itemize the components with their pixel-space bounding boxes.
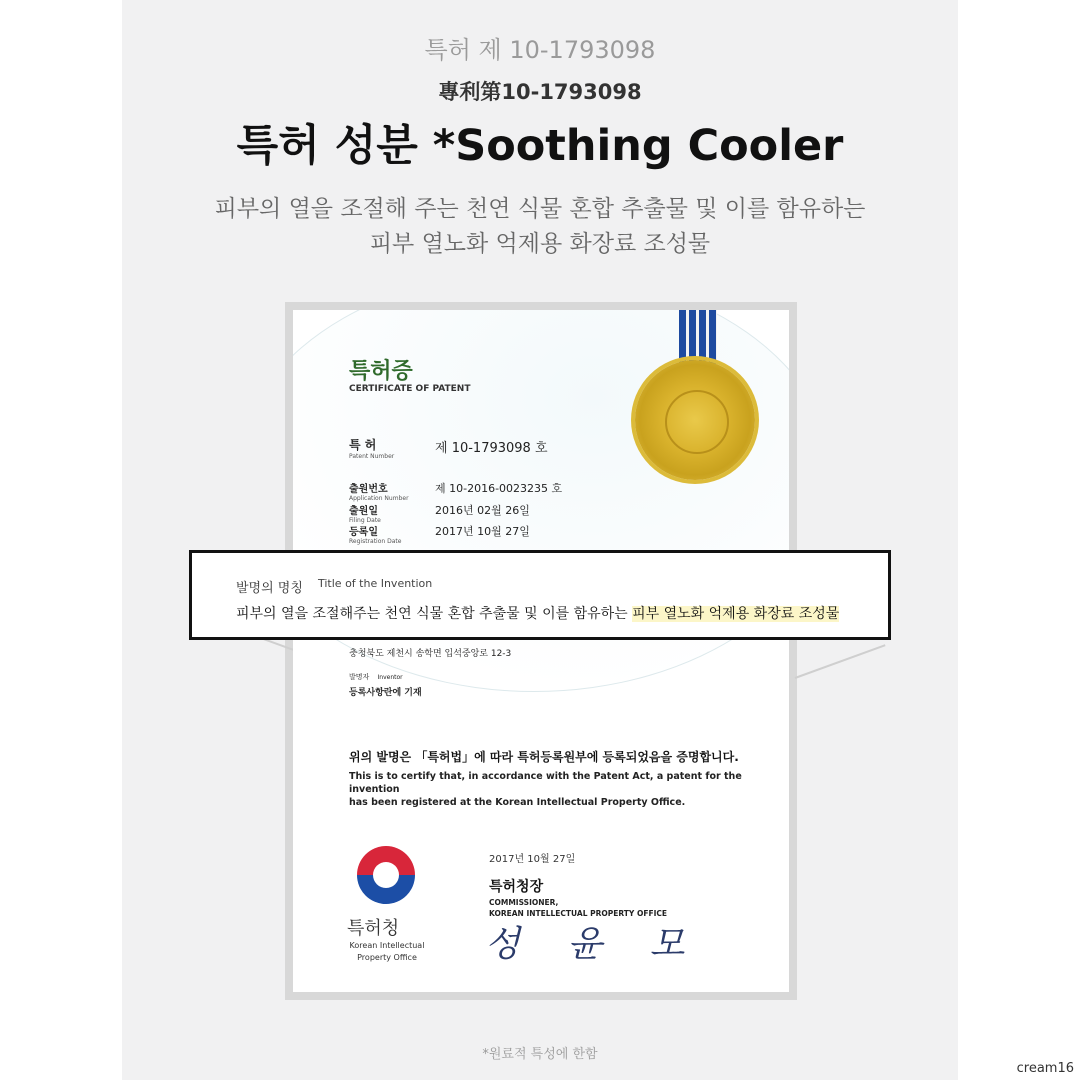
application-number-label-en: Application Number [349,495,409,502]
filing-date-label-en: Filing Date [349,517,381,524]
certification-statement-ko: 위의 발명은 「특허법」에 따라 특허등록원부에 등록되었음을 증명합니다. [349,750,739,764]
description-line-2: 피부 열노화 억제용 화장료 조성물 [369,231,711,257]
registration-date-label-ko: 등록일 [349,527,378,538]
seal-ribbon [679,310,717,366]
invention-title-text [236,603,839,623]
invention-title-label-ko: 발명의 명칭 [236,581,303,596]
invention-title-callout [189,550,891,640]
invention-title-plain: 피부의 열을 조절해주는 천연 식물 혼합 추출물 및 이를 함유하는 [236,606,633,622]
certificate-title: 특허증 [349,359,413,384]
commissioner-title-en-line-2: KOREAN INTELLECTUAL PROPERTY OFFICE [489,909,668,918]
watermark: cream16 [1016,1061,1074,1076]
footnote: *원료적 특성에 한함 [482,1047,598,1062]
page-title: 특허 성분 *Soothing Cooler [236,121,844,171]
inventor-label-en: Inventor [377,674,403,681]
certification-statement-en-line-1: This is to certify that, in accordance with the Patent Act, a patent for the invention [349,771,742,795]
inventor-value: 등록사항란에 기재 [349,688,422,698]
patentee-address: 충청북도 제천시 송학면 입석중앙로 12-3 [349,649,512,659]
inventor-label-ko: 발명자 [349,673,370,681]
kipo-name-en [341,940,433,964]
kipo-name-ko: 특허청 [347,918,400,939]
patent-number-chinese: 專利第10-1793098 [438,80,642,104]
invention-title-label-en: Title of the Invention [318,577,433,590]
registration-date-label-en: Registration Date [349,538,402,545]
commissioner-title-ko: 특허청장 [489,879,544,895]
patent-number-label-ko: 특 허 [349,438,377,452]
description [0,192,1080,262]
patent-certificate [293,310,789,992]
issue-date: 2017년 10월 27일 [489,854,576,865]
patent-number-label [349,436,394,460]
patent-number-korean: 특허 제 10-1793098 [424,36,656,64]
inventor-label [349,672,403,682]
kipo-logo-icon [357,846,415,904]
certification-statement-en-line-2: has been registered at the Korean Intellectual Property Office. [349,797,686,808]
certificate-title-en: CERTIFICATE OF PATENT [349,384,471,394]
description-line-1: 피부의 열을 조절해 주는 천연 식물 혼합 추출물 및 이를 함유하는 [214,196,866,222]
certification-statement-en [349,770,789,809]
filing-date-label-ko: 출원일 [349,506,378,517]
filing-date-value: 2016년 02월 26일 [435,504,530,517]
patent-number-value: 제 10-1793098 호 [435,441,548,456]
application-number-label [349,480,409,502]
application-number-label-ko: 출원번호 [349,484,388,495]
registration-date-label [349,523,401,545]
gold-seal-icon [635,360,755,480]
filing-date-label [349,502,381,524]
application-number-value: 제 10-2016-0023235 호 [435,482,563,495]
commissioner-signature: 성 윤 모 [485,924,703,965]
registration-date-value: 2017년 10월 27일 [435,525,530,538]
kipo-name-en-line-1: Korean Intellectual [349,941,425,950]
commissioner-title-en-line-1: COMMISSIONER, [489,898,559,907]
patent-number-label-en: Patent Number [349,453,395,460]
kipo-name-en-line-2: Property Office [357,953,417,962]
invention-title-highlight: 피부 열노화 억제용 화장료 조성물 [632,606,840,622]
